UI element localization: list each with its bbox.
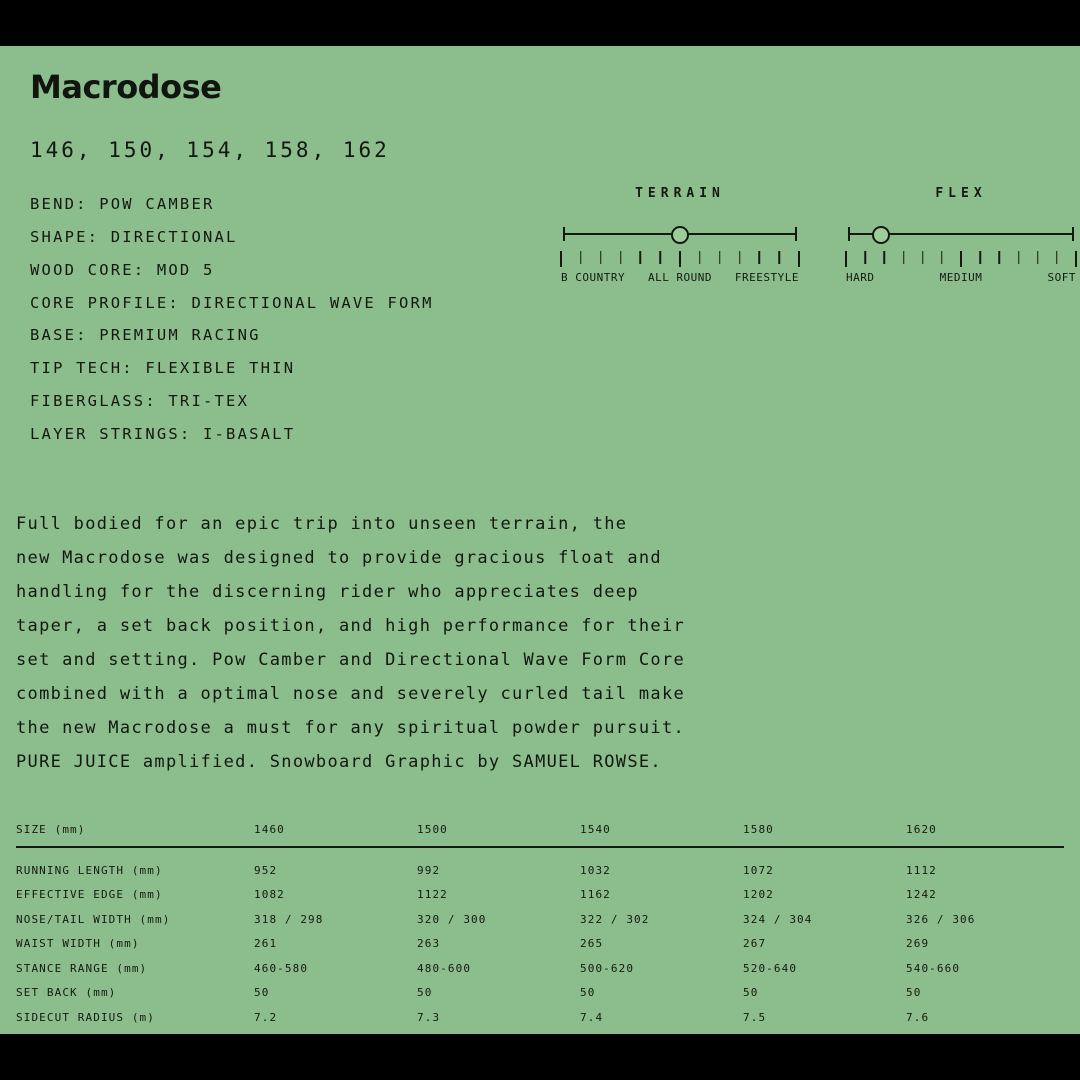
table-cell: 480-600 bbox=[417, 961, 472, 975]
flex-label-right: SOFT bbox=[1047, 271, 1076, 284]
table-row bbox=[16, 956, 1064, 981]
table-row bbox=[16, 907, 1064, 932]
table-header-cell: 1620 bbox=[906, 822, 937, 836]
table-cell: 7.6 bbox=[906, 1010, 930, 1024]
table-row-label: SET BACK (mm) bbox=[16, 986, 117, 1000]
table-header-row bbox=[16, 823, 1064, 848]
table-cell: 267 bbox=[743, 937, 767, 951]
table-cell: 460-580 bbox=[254, 961, 309, 975]
table-header-cell: 1580 bbox=[743, 822, 774, 836]
spec-item-fiberglass: FIBERGLASS: TRI-TEX bbox=[30, 392, 250, 411]
description-line: PURE JUICE amplified. Snowboard Graphic by SAMUEL ROWSE. bbox=[16, 751, 662, 772]
available-sizes: 146, 150, 154, 158, 162 bbox=[30, 138, 390, 162]
spec-item-base: BASE: PREMIUM RACING bbox=[30, 326, 261, 345]
table-cell: 1202 bbox=[743, 888, 774, 902]
table-cell: 7.2 bbox=[254, 1010, 278, 1024]
table-cell: 540-660 bbox=[906, 961, 961, 975]
flex-slider-knob[interactable] bbox=[872, 226, 890, 244]
spec-item-bend: BEND: POW CAMBER bbox=[30, 195, 215, 213]
table-cell: 50 bbox=[417, 986, 433, 1000]
flex-slider-cap-left bbox=[848, 227, 850, 241]
table-cell: 322 / 302 bbox=[580, 912, 650, 926]
flex-gauge-title: FLEX bbox=[935, 186, 987, 201]
table-row-label: RUNNING LENGTH (mm) bbox=[16, 863, 163, 877]
spec-item-wood-core: WOOD CORE: MOD 5 bbox=[30, 260, 215, 279]
terrain-slider-cap-left bbox=[563, 227, 565, 241]
table-header-cell: 1460 bbox=[254, 822, 285, 836]
table-cell: 500-620 bbox=[580, 961, 635, 975]
table-body bbox=[16, 858, 1064, 1030]
spec-item-layer-strings: LAYER STRINGS: I-BASALT bbox=[30, 425, 296, 444]
table-cell: 50 bbox=[743, 986, 759, 1000]
flex-label-center: MEDIUM bbox=[939, 271, 983, 284]
table-cell: 1122 bbox=[417, 888, 448, 902]
size-spec-table bbox=[16, 823, 1064, 1030]
flex-scale-labels bbox=[846, 271, 1076, 287]
flex-gauge bbox=[846, 186, 1076, 287]
page-title: Macrodose bbox=[30, 68, 222, 106]
table-cell: 1242 bbox=[906, 888, 937, 902]
description-line: set and setting. Pow Camber and Directional Wave Form Core bbox=[16, 649, 686, 670]
page-inner bbox=[16, 46, 1076, 1029]
table-cell: 324 / 304 bbox=[743, 912, 813, 926]
table-row-label: NOSE/TAIL WIDTH (mm) bbox=[16, 912, 171, 926]
table-row bbox=[16, 980, 1064, 1005]
flex-slider-cap-right bbox=[1072, 227, 1074, 241]
table-row bbox=[16, 858, 1064, 883]
table-cell: 263 bbox=[417, 937, 441, 951]
description-line: new Macrodose was designed to provide gracious float and bbox=[16, 547, 662, 568]
table-cell: 952 bbox=[254, 863, 278, 877]
description-line: the new Macrodose a must for any spiritual powder pursuit. bbox=[16, 717, 686, 738]
table-row-label: STANCE RANGE (mm) bbox=[16, 961, 148, 975]
terrain-slider-cap-right bbox=[795, 227, 797, 241]
table-row-label: EFFECTIVE EDGE (mm) bbox=[16, 888, 163, 902]
table-cell: 320 / 300 bbox=[417, 912, 487, 926]
spec-item-core-profile: CORE PROFILE: DIRECTIONAL WAVE FORM bbox=[30, 293, 434, 312]
terrain-slider-knob[interactable] bbox=[671, 226, 689, 244]
description-line: Full bodied for an epic trip into unseen terrain, the bbox=[16, 513, 628, 534]
terrain-label-right: FREESTYLE bbox=[734, 271, 799, 284]
terrain-scale-labels bbox=[561, 271, 799, 287]
product-spec-page bbox=[0, 46, 1080, 1034]
table-cell: 1082 bbox=[254, 888, 285, 902]
description-line: taper, a set back position, and high performance for their bbox=[16, 615, 686, 636]
table-header-cell: SIZE (mm) bbox=[16, 822, 86, 836]
table-row bbox=[16, 931, 1064, 956]
table-cell: 7.5 bbox=[743, 1010, 767, 1024]
table-cell: 261 bbox=[254, 937, 278, 951]
table-row bbox=[16, 882, 1064, 907]
product-description bbox=[16, 507, 1064, 779]
table-cell: 265 bbox=[580, 937, 604, 951]
flex-label-left: HARD bbox=[846, 271, 875, 284]
flex-tick-marks bbox=[846, 251, 1076, 267]
terrain-tick-marks bbox=[561, 251, 799, 267]
table-cell: 50 bbox=[254, 986, 270, 1000]
table-cell: 318 / 298 bbox=[254, 912, 324, 926]
spec-item-tip-tech: TIP TECH: FLEXIBLE THIN bbox=[30, 359, 296, 378]
spec-item-shape: SHAPE: DIRECTIONAL bbox=[30, 227, 238, 246]
terrain-slider-track[interactable] bbox=[561, 227, 799, 241]
table-cell: 1072 bbox=[743, 863, 774, 877]
flex-slider-track[interactable] bbox=[846, 227, 1076, 241]
terrain-label-left: B COUNTRY bbox=[561, 271, 626, 284]
table-cell: 50 bbox=[906, 986, 922, 1000]
table-header-cell: 1540 bbox=[580, 822, 611, 836]
table-cell: 269 bbox=[906, 937, 930, 951]
terrain-gauge bbox=[561, 186, 799, 287]
description-line: combined with a optimal nose and severely curled tail make bbox=[16, 683, 686, 704]
table-cell: 520-640 bbox=[743, 961, 798, 975]
table-row-label: WAIST WIDTH (mm) bbox=[16, 937, 140, 951]
table-cell: 1112 bbox=[906, 863, 937, 877]
table-cell: 50 bbox=[580, 986, 596, 1000]
table-row bbox=[16, 1005, 1064, 1030]
table-row-label: SIDECUT RADIUS (m) bbox=[16, 1010, 156, 1024]
terrain-label-center: ALL ROUND bbox=[647, 271, 713, 284]
description-line: handling for the discerning rider who appreciates deep bbox=[16, 581, 639, 602]
table-cell: 7.3 bbox=[417, 1010, 441, 1024]
table-cell: 1162 bbox=[580, 888, 611, 902]
table-cell: 992 bbox=[417, 863, 441, 877]
table-cell: 326 / 306 bbox=[906, 912, 976, 926]
table-cell: 7.4 bbox=[580, 1010, 604, 1024]
terrain-gauge-title: TERRAIN bbox=[635, 186, 725, 201]
table-header-cell: 1500 bbox=[417, 822, 448, 836]
table-cell: 1032 bbox=[580, 863, 611, 877]
